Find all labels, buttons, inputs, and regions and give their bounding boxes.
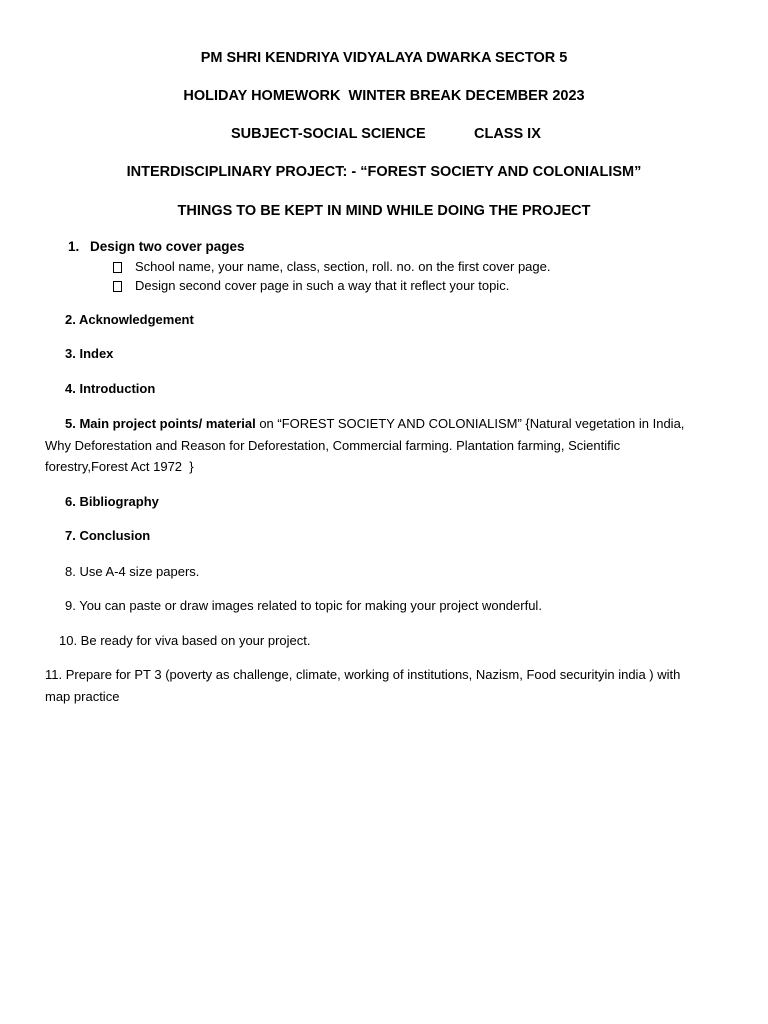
item-2: 2. Acknowledgement: [65, 312, 194, 327]
class-label: CLASS IX: [474, 126, 541, 142]
subject-label: SUBJECT-SOCIAL SCIENCE: [231, 126, 426, 142]
item-3: 3. Index: [65, 346, 114, 361]
item-1-bullet-2: Design second cover page in such a way that it reflect your topic.: [135, 278, 510, 293]
item-5-text: on “FOREST SOCIETY AND COLONIALISM” {Natural vegetation in India,: [255, 416, 685, 431]
project-title: INTERDISCIPLINARY PROJECT: - “FOREST SOCIETY AND COLONIALISM”: [126, 164, 642, 180]
item-8: 8. Use A-4 size papers.: [65, 564, 200, 579]
item-9: 9. You can paste or draw images related to topic for making your project wonderful.: [65, 598, 542, 613]
item-11-line-1: 11. Prepare for PT 3 (poverty as challenge, climate, working of institutions, Nazism, Food securityin india ) with: [45, 667, 681, 682]
bullet-icon: [113, 281, 122, 292]
bullet-icon: [113, 262, 122, 273]
item-5-line-1: [65, 416, 684, 431]
item-6: 6. Bibliography: [65, 494, 159, 509]
school-name: PM SHRI KENDRIYA VIDYALAYA DWARKA SECTOR 5: [200, 50, 568, 66]
item-10: 10. Be ready for viva based on your project.: [59, 633, 311, 648]
item-4: 4. Introduction: [65, 381, 156, 396]
item-7: 7. Conclusion: [65, 528, 151, 543]
item-11-line-2: map practice: [45, 689, 120, 704]
item-1-title: Design two cover pages: [90, 239, 245, 254]
item-5-line-3: forestry,Forest Act 1972 }: [45, 459, 194, 474]
item-1-number: 1.: [68, 239, 80, 254]
item-5-title: 5. Main project points/ material: [65, 416, 256, 431]
homework-title: HOLIDAY HOMEWORK WINTER BREAK DECEMBER 2023: [183, 88, 585, 104]
item-1-bullet-1: School name, your name, class, section, roll. no. on the first cover page.: [135, 259, 551, 274]
item-5-line-2: Why Deforestation and Reason for Deforestation, Commercial farming. Plantation farming, Scientific: [45, 438, 621, 453]
instructions-heading: THINGS TO BE KEPT IN MIND WHILE DOING THE PROJECT: [177, 203, 591, 219]
